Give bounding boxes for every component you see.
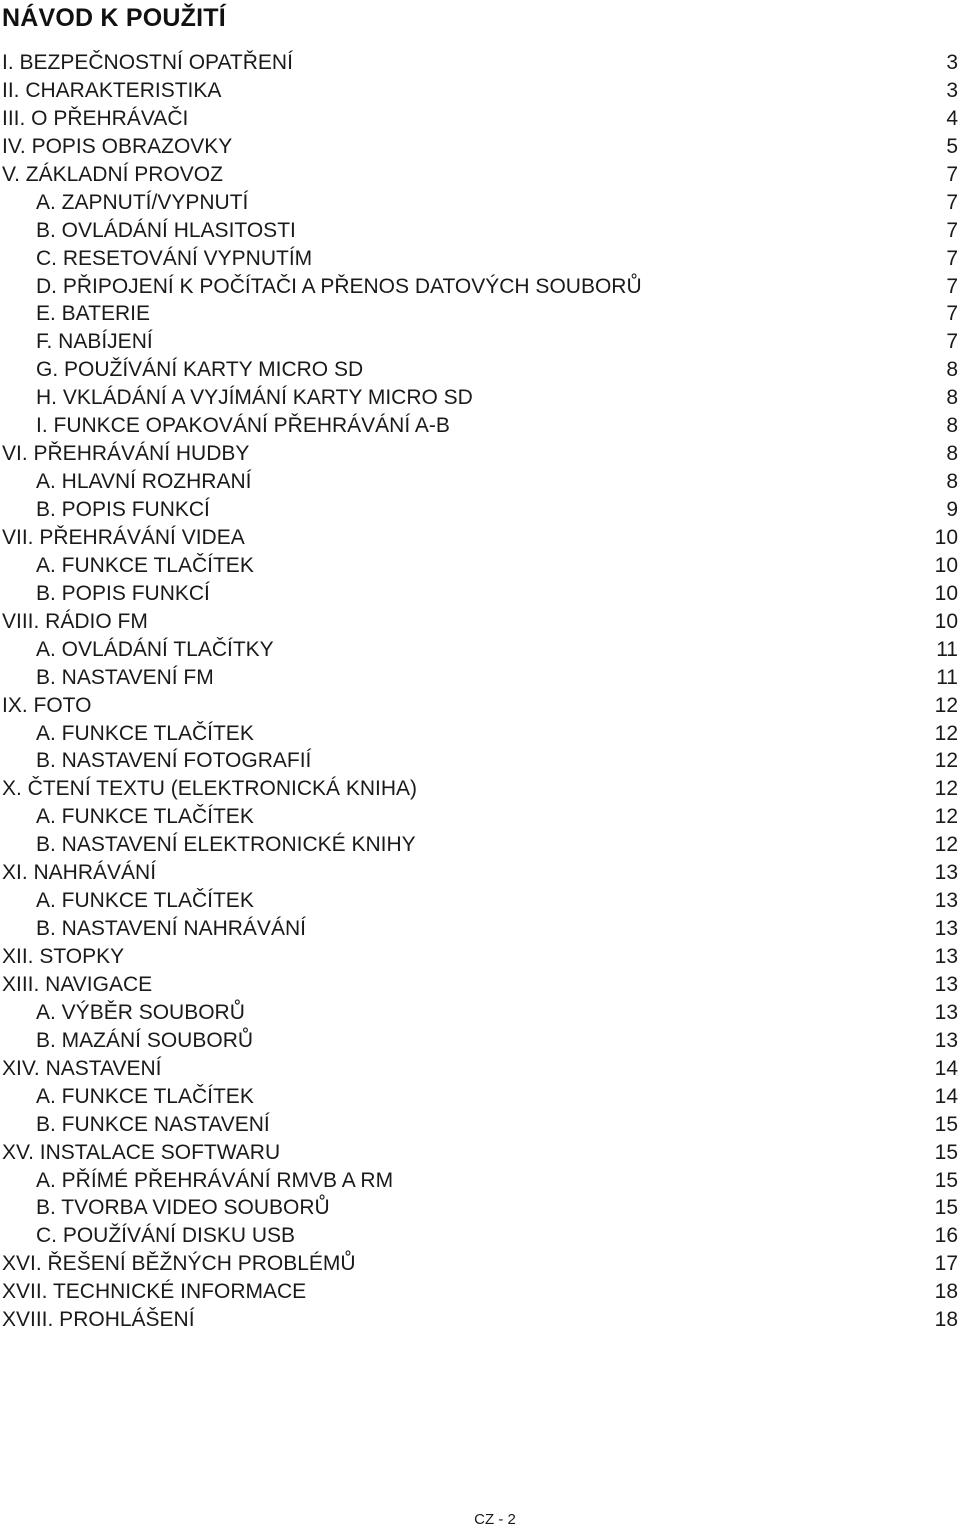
toc-entry [2, 608, 958, 636]
toc-entry-page-number: 14 [934, 1056, 958, 1080]
toc-entry-label: D. PŘIPOJENÍ K POČÍTAČI A PŘENOS DATOVÝCH SOUBORŮ [36, 274, 642, 298]
toc-entry [2, 356, 958, 384]
toc-entry-label: VII. PŘEHRÁVÁNÍ VIDEA [2, 525, 245, 549]
toc-entry [2, 189, 958, 217]
toc-entry-label: V. ZÁKLADNÍ PROVOZ [2, 162, 223, 186]
toc-entry-label: A. FUNKCE TLAČÍTEK [36, 553, 254, 577]
toc-entry-label: B. NASTAVENÍ FM [36, 665, 214, 689]
toc-entry-label: II. CHARAKTERISTIKA [2, 78, 222, 102]
toc-entry [2, 468, 958, 496]
toc-entry-label: XIV. NASTAVENÍ [2, 1056, 162, 1080]
toc-entry-label: C. POUŽÍVÁNÍ DISKU USB [36, 1224, 296, 1248]
toc-entry-label: A. PŘÍMÉ PŘEHRÁVÁNÍ RMVB A RM [36, 1168, 394, 1192]
toc-entry-label: B. FUNKCE NASTAVENÍ [36, 1112, 270, 1136]
toc-entry [2, 496, 958, 524]
toc-entry-page-number: 13 [934, 1000, 958, 1024]
toc-entry-label: F. NABÍJENÍ [36, 330, 153, 354]
toc-entry [2, 1111, 958, 1139]
toc-entry-page-number: 11 [936, 637, 958, 661]
toc-entry [2, 831, 958, 859]
toc-entry-page-number: 13 [934, 889, 958, 913]
toc-entry [2, 300, 958, 328]
toc-entry [2, 1027, 958, 1055]
toc-entry [2, 1250, 958, 1278]
toc-entry-label: C. RESETOVÁNÍ VYPNUTÍM [36, 246, 313, 270]
toc-entry-page-number: 7 [946, 190, 958, 214]
toc-entry-label: B. NASTAVENÍ FOTOGRAFIÍ [36, 749, 312, 773]
toc-entry-label: A. FUNKCE TLAČÍTEK [36, 1084, 254, 1108]
toc-entry-page-number: 17 [934, 1252, 958, 1276]
toc-entry-label: XI. NAHRÁVÁNÍ [2, 861, 157, 885]
toc-entry [2, 1083, 958, 1111]
toc-entry [2, 384, 958, 412]
toc-entry-label: B. POPIS FUNKCÍ [36, 581, 210, 605]
toc-entry [2, 245, 958, 273]
toc-entry-page-number: 15 [934, 1112, 958, 1136]
toc-entry [2, 915, 958, 943]
toc-entry-page-number: 13 [934, 972, 958, 996]
toc-entry-page-number: 13 [934, 861, 958, 885]
toc-entry [2, 803, 958, 831]
toc-entry [2, 887, 958, 915]
toc-entry-page-number: 13 [934, 945, 958, 968]
toc-entry [2, 1306, 958, 1334]
table-of-contents [2, 49, 958, 1334]
toc-entry-label: H. VKLÁDÁNÍ A VYJÍMÁNÍ KARTY MICRO SD [36, 386, 473, 410]
toc-entry [2, 1167, 958, 1195]
toc-entry-label: III. O PŘEHRÁVAČI [2, 106, 189, 130]
toc-entry [2, 273, 958, 301]
toc-entry [2, 1055, 958, 1083]
toc-entry-page-number: 13 [934, 1028, 958, 1052]
toc-entry-label: A. FUNKCE TLAČÍTEK [36, 805, 254, 829]
toc-entry [2, 133, 958, 161]
toc-entry-page-number: 15 [934, 1196, 958, 1220]
toc-entry [2, 217, 958, 245]
toc-entry-label: B. POPIS FUNKCÍ [36, 498, 210, 521]
toc-entry-page-number: 8 [946, 414, 958, 438]
toc-entry [2, 524, 958, 552]
toc-entry-label: XII. STOPKY [2, 945, 125, 968]
toc-entry-label: A. HLAVNÍ ROZHRANÍ [36, 470, 252, 494]
toc-entry [2, 775, 958, 803]
toc-entry-page-number: 14 [934, 1084, 958, 1108]
toc-entry-page-number: 10 [934, 609, 958, 633]
toc-entry-label: G. POUŽÍVÁNÍ KARTY MICRO SD [36, 358, 364, 382]
toc-entry-page-number: 8 [946, 470, 958, 494]
toc-entry [2, 412, 958, 440]
toc-entry-page-number: 3 [946, 78, 958, 102]
toc-entry-page-number: 7 [946, 302, 958, 326]
toc-entry [2, 1139, 958, 1167]
toc-entry-label: B. OVLÁDÁNÍ HLASITOSTI [36, 218, 296, 242]
toc-entry [2, 105, 958, 133]
toc-entry-label: I. BEZPEČNOSTNÍ OPATŘENÍ [2, 51, 293, 74]
toc-entry-page-number: 7 [946, 218, 958, 242]
toc-entry-page-number: 7 [946, 330, 958, 354]
toc-entry-page-number: 4 [946, 106, 958, 130]
toc-entry [2, 943, 958, 971]
page-title: NÁVOD K POUŽITÍ [2, 4, 226, 32]
toc-entry-page-number: 10 [934, 553, 958, 577]
toc-entry [2, 692, 958, 720]
toc-entry [2, 636, 958, 664]
toc-entry-page-number: 12 [934, 721, 958, 745]
toc-entry [2, 328, 958, 356]
toc-entry [2, 720, 958, 748]
toc-entry [2, 161, 958, 189]
toc-entry-label: A. VÝBĚR SOUBORŮ [36, 1000, 245, 1024]
toc-entry-page-number: 12 [934, 749, 958, 773]
toc-entry-page-number: 10 [934, 525, 958, 549]
toc-entry [2, 1194, 958, 1222]
toc-entry-page-number: 11 [936, 665, 958, 689]
toc-entry-label: B. MAZÁNÍ SOUBORŮ [36, 1028, 254, 1052]
toc-entry-page-number: 5 [946, 134, 958, 158]
toc-entry [2, 1222, 958, 1250]
toc-entry-page-number: 13 [934, 917, 958, 941]
toc-entry-page-number: 15 [934, 1140, 958, 1164]
toc-entry [2, 999, 958, 1027]
toc-entry-page-number: 16 [934, 1224, 958, 1248]
toc-entry-label: B. NASTAVENÍ ELEKTRONICKÉ KNIHY [36, 833, 416, 857]
toc-entry [2, 664, 958, 692]
toc-entry-page-number: 7 [946, 246, 958, 270]
toc-entry-label: XVIII. PROHLÁŠENÍ [2, 1308, 195, 1332]
toc-entry-label: X. ČTENÍ TEXTU (ELEKTRONICKÁ KNIHA) [2, 777, 418, 801]
toc-entry-label: IX. FOTO [2, 693, 92, 717]
toc-entry-page-number: 7 [946, 162, 958, 186]
toc-entry-label: XVII. TECHNICKÉ INFORMACE [2, 1280, 307, 1304]
page-footer: CZ - 2 [474, 1511, 516, 1528]
toc-entry-page-number: 7 [946, 274, 958, 298]
toc-entry-page-number: 12 [934, 777, 958, 801]
toc-entry-label: A. FUNKCE TLAČÍTEK [36, 721, 254, 745]
toc-entry-label: A. OVLÁDÁNÍ TLAČÍTKY [36, 637, 274, 661]
toc-entry [2, 77, 958, 105]
toc-entry-label: XVI. ŘEŠENÍ BĚŽNÝCH PROBLÉMŮ [2, 1252, 356, 1276]
toc-entry-page-number: 8 [946, 358, 958, 382]
toc-entry-label: A. ZAPNUTÍ/VYPNUTÍ [36, 190, 249, 214]
toc-entry [2, 747, 958, 775]
toc-entry-label: A. FUNKCE TLAČÍTEK [36, 889, 254, 913]
toc-entry-label: XIII. NAVIGACE [2, 972, 153, 996]
toc-entry-label: B. TVORBA VIDEO SOUBORŮ [36, 1196, 330, 1220]
toc-entry [2, 580, 958, 608]
toc-entry [2, 971, 958, 999]
toc-entry-page-number: 12 [934, 805, 958, 829]
toc-entry-label: VI. PŘEHRÁVÁNÍ HUDBY [2, 442, 250, 466]
toc-entry-page-number: 8 [946, 442, 958, 466]
toc-entry-page-number: 18 [934, 1280, 958, 1304]
toc-entry-page-number: 12 [934, 693, 958, 717]
toc-entry [2, 49, 958, 77]
toc-entry-page-number: 9 [946, 498, 958, 521]
toc-entry-label: IV. POPIS OBRAZOVKY [2, 134, 233, 158]
toc-entry-page-number: 15 [934, 1168, 958, 1192]
toc-entry-label: I. FUNKCE OPAKOVÁNÍ PŘEHRÁVÁNÍ A-B [36, 414, 450, 438]
toc-entry-page-number: 18 [934, 1308, 958, 1332]
toc-entry [2, 440, 958, 468]
toc-entry-label: XV. INSTALACE SOFTWARU [2, 1140, 281, 1164]
toc-entry-page-number: 10 [934, 581, 958, 605]
toc-entry-page-number: 8 [946, 386, 958, 410]
toc-entry-page-number: 3 [946, 51, 958, 74]
toc-entry-label: E. BATERIE [36, 302, 150, 326]
toc-entry-label: VIII. RÁDIO FM [2, 609, 148, 633]
toc-entry [2, 859, 958, 887]
toc-entry-label: B. NASTAVENÍ NAHRÁVÁNÍ [36, 917, 306, 941]
toc-entry [2, 1278, 958, 1306]
toc-entry [2, 552, 958, 580]
toc-entry-page-number: 12 [934, 833, 958, 857]
